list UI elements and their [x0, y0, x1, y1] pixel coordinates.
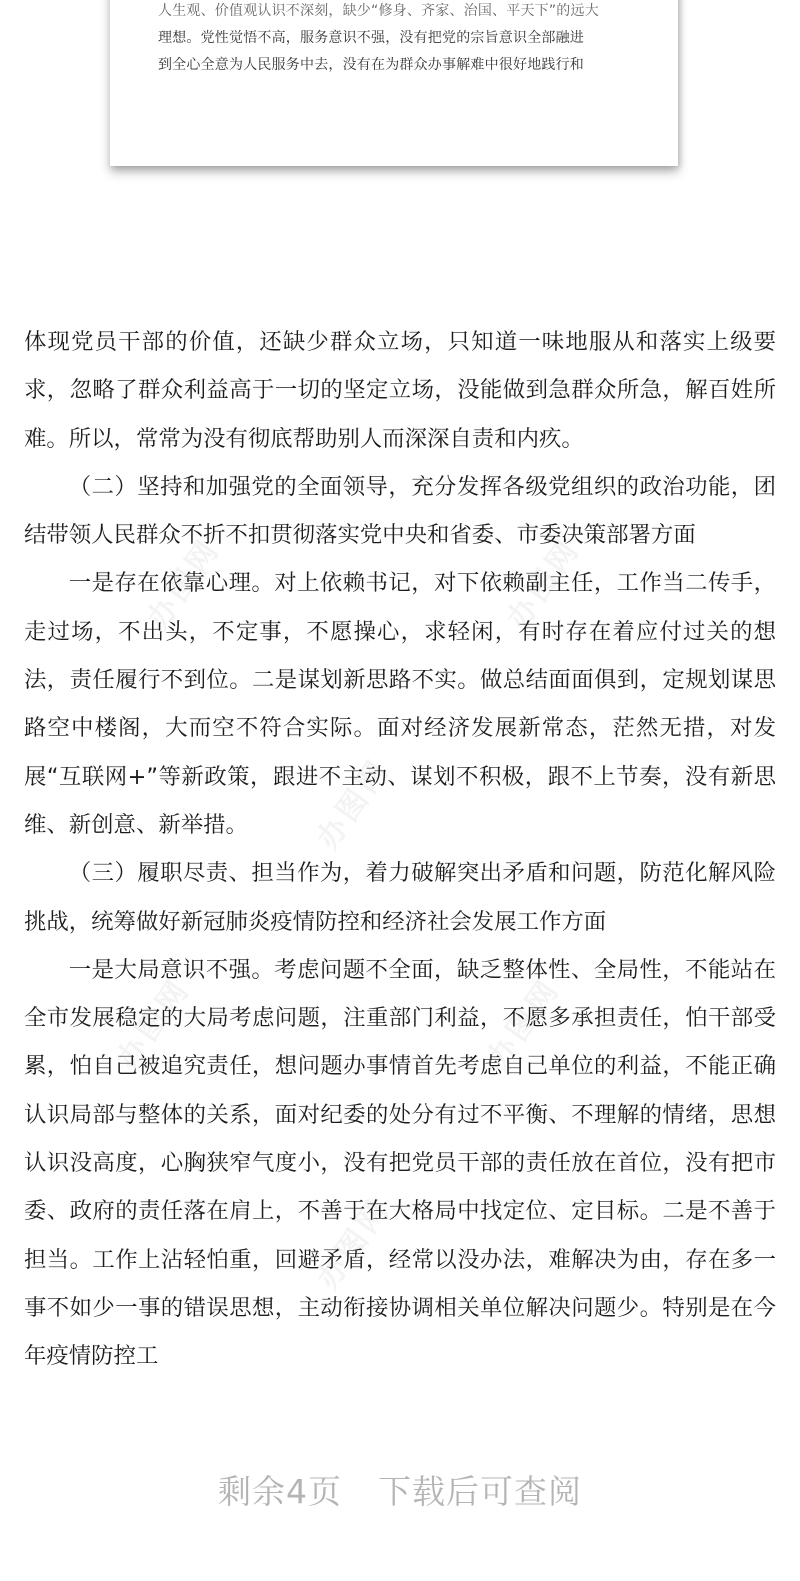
watermark: 办图网: [480, 972, 568, 1076]
body-paragraph: 体现党员干部的价值，还缺少群众立场，只知道一味地服从和落实上级要求，忽略了群众利益高于一切的坚定立场，没能做到急群众所急，解百姓所难。所以，常常为没有彻底帮助别人而深深自责和内疚。: [24, 329, 776, 452]
watermark: 办图网: [500, 532, 588, 636]
watermark: 办图网: [310, 1192, 398, 1296]
preview-line: 理想。党性觉悟不高，服务意识不强，没有把党的宗旨意识全部融进: [158, 30, 584, 46]
body-paragraph: 一是存在依靠心理。对上依赖书记，对下依赖副主任，工作当二传手，走过场，不出头，不定事，不愿操心，求轻闲，有时存在着应付过关的想法，责任履行不到位。二是谋划新思路不实。做总结面面俱到，定规划谋思路空中楼阁，大而空不符合实际。面对经济发展新常态，茫然无措，对发展“互联网+”等新政策，跟进不主动、谋划不积极，跟不上节奏，没有新思维、新创意、新举措。: [24, 570, 776, 838]
watermark: 办图网: [140, 532, 228, 636]
body-paragraph: （二）坚持和加强党的全面领导，充分发挥各级党组织的政治功能，团结带领人民群众不折不扣贯彻落实党中央和省委、市委决策部署方面: [24, 473, 776, 549]
document-preview-card: [110, 0, 678, 166]
remaining-pages-label: 剩余4页: [218, 1472, 342, 1511]
download-to-view-label[interactable]: 下载后可查阅: [378, 1472, 582, 1511]
document-body: [24, 318, 776, 1381]
body-paragraph: （三）履职尽责、担当作为，着力破解突出矛盾和问题，防范化解风险挑战，统筹做好新冠肺炎疫情防控和经济社会发展工作方面: [24, 860, 776, 935]
preview-text: [158, 0, 638, 79]
preview-line: 人生观、价值观认识不深刻，缺少“修身、齐家、治国、平天下”的远大: [158, 3, 599, 19]
watermark: 办图网: [110, 972, 198, 1076]
download-banner[interactable]: [0, 1462, 800, 1522]
watermark: 办图网: [310, 752, 398, 856]
body-paragraph: 一是大局意识不强。考虑问题不全面，缺乏整体性、全局性，不能站在全市发展稳定的大局考虑问题，注重部门利益，不愿多承担责任，怕干部受累，怕自己被追究责任，想问题办事情首先考虑自己单位的利益，不能正确认识局部与整体的关系，面对纪委的处分有过不平衡、不理解的情绪，思想认识没高度，心胸狭窄气度小，没有把党员干部的责任放在首位，没有把市委、政府的责任落在肩上，不善于在大格局中找定位、定目标。二是不善于担当。工作上沾轻怕重，回避矛盾，经常以没办法，难解决为由，存在多一事不如少一事的错误思想，主动衔接协调相关单位解决问题少。特别是在今年疫情防控工: [24, 956, 776, 1370]
preview-line: 到全心全意为人民服务中去，没有在为群众办事解难中很好地践行和: [158, 57, 584, 73]
